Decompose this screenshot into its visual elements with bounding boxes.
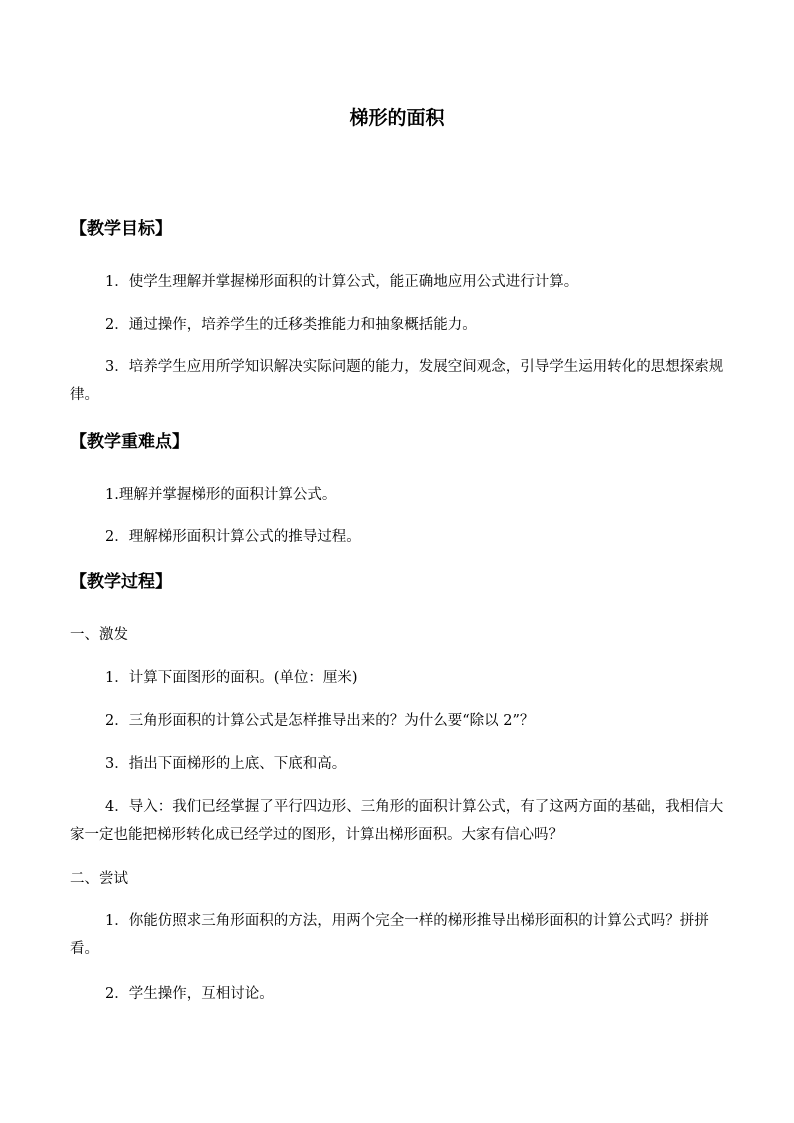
objective-item-2: 2．通过操作，培养学生的迁移类推能力和抽象概括能力。 bbox=[105, 317, 477, 333]
process-part-1-label: 一、激发 bbox=[70, 627, 128, 643]
document-title: 梯形的面积 bbox=[349, 107, 445, 129]
objective-item-1: 1．使学生理解并掌握梯形面积的计算公式，能正确地应用公式进行计算。 bbox=[105, 274, 579, 290]
process-part-1-item-4: 4．导入：我们已经掌握了平行四边形、三角形的面积计算公式，有了这两方面的基础，我相信大家一定也能把梯形转化成已经学过的图形，计算出梯形面积。大家有信心吗？ bbox=[70, 799, 724, 843]
objective-item-3: 3．培养学生应用所学知识解决实际问题的能力，发展空间观念，引导学生运用转化的思想探索规律。 bbox=[70, 359, 724, 403]
key-point-item-1: 1.理解并掌握梯形的面积计算公式。 bbox=[105, 487, 337, 503]
process-part-1-item-1: 1．计算下面图形的面积。(单位：厘米) bbox=[105, 670, 358, 686]
process-part-2-item-1: 1．你能仿照求三角形面积的方法，用两个完全一样的梯形推导出梯形面积的计算公式吗？拼拼看。 bbox=[70, 913, 709, 957]
section-heading-process: 【教学过程】 bbox=[70, 572, 172, 592]
key-point-item-2: 2．理解梯形面积计算公式的推导过程。 bbox=[105, 529, 361, 545]
process-part-1-item-3: 3．指出下面梯形的上底、下底和高。 bbox=[105, 756, 347, 772]
section-heading-objectives: 【教学目标】 bbox=[70, 219, 172, 239]
process-part-2-label: 二、尝试 bbox=[70, 871, 128, 887]
process-part-1-item-2: 2．三角形面积的计算公式是怎样推导出来的？为什么要“除以 2”？ bbox=[105, 713, 535, 729]
process-part-2-item-2: 2．学生操作，互相讨论。 bbox=[105, 986, 274, 1002]
section-heading-key-points: 【教学重难点】 bbox=[70, 432, 189, 452]
